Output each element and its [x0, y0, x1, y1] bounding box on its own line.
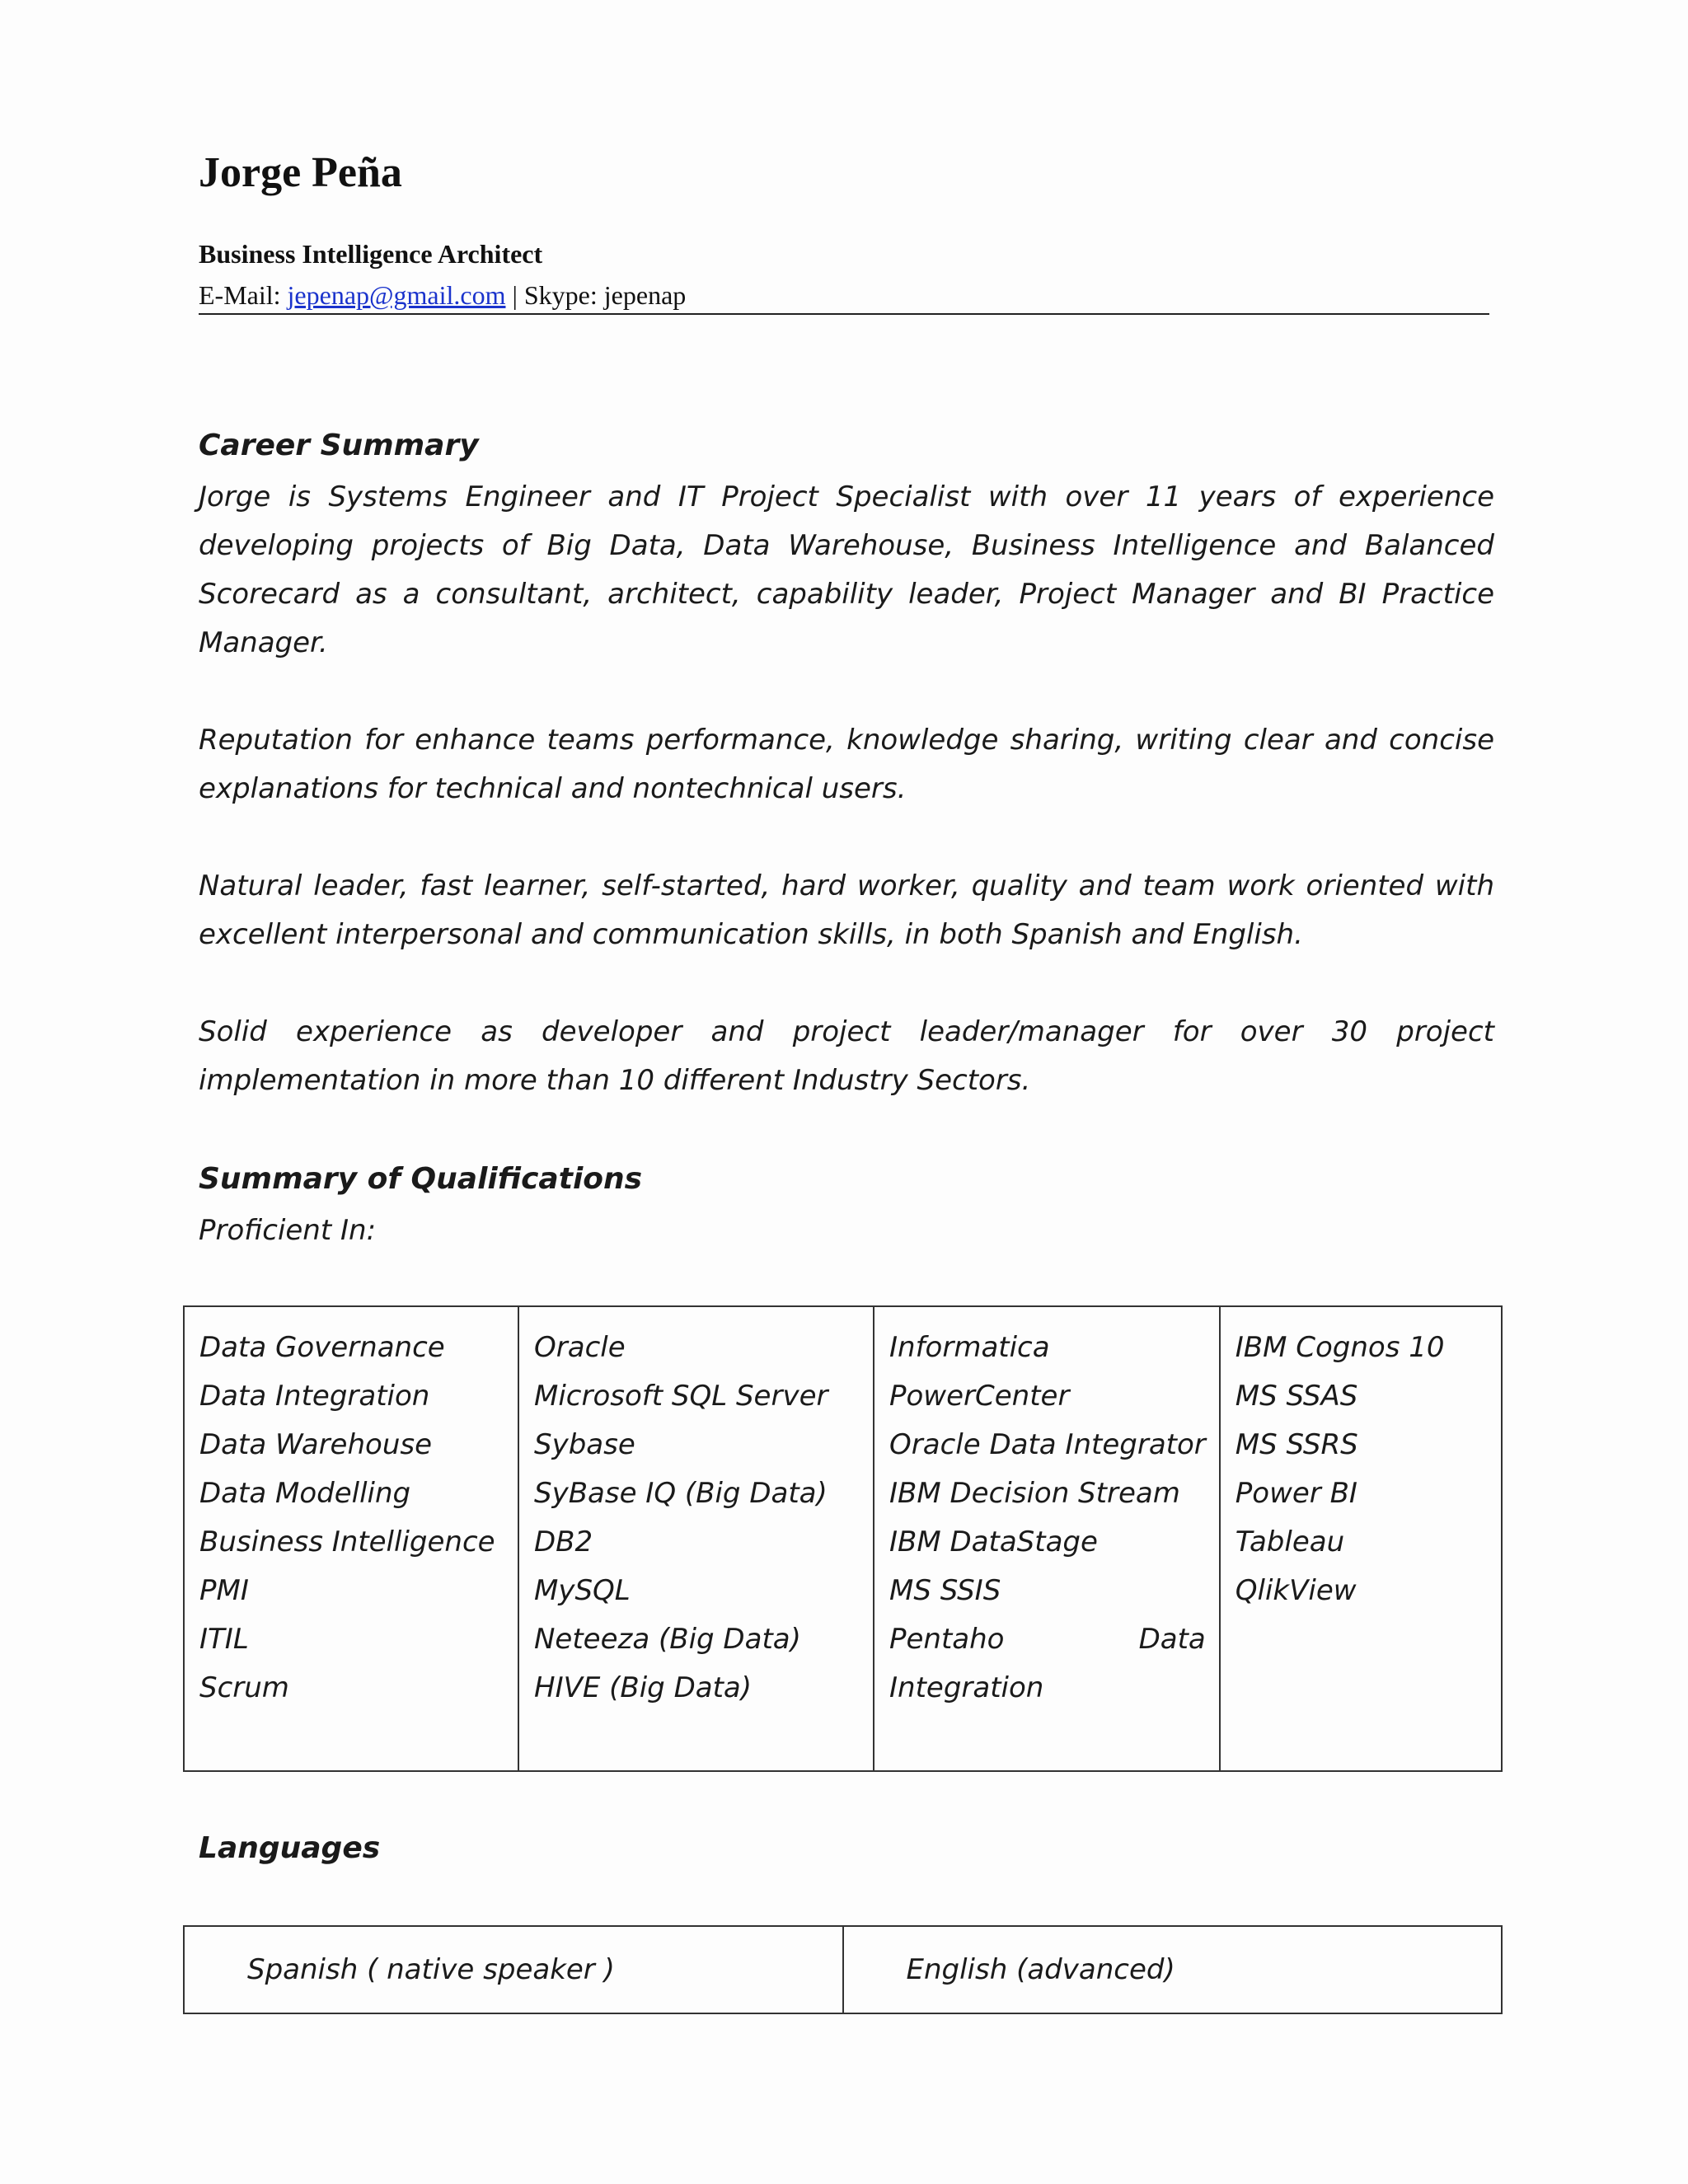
skills-column-reporting	[1220, 1306, 1502, 1771]
skill-item: MS SSIS	[889, 1574, 1001, 1607]
skill-item: Data Modelling	[199, 1477, 411, 1510]
skill-item: Power BI	[1235, 1477, 1357, 1510]
skills-column-databases	[518, 1306, 874, 1771]
skill-item: Business Intelligence	[199, 1526, 495, 1558]
career-paragraph: Solid experience as developer and project leader/manager for over 30 project implementation in more than 10 different Industry Sectors.	[199, 1015, 1494, 1097]
skill-item: PMI	[199, 1574, 249, 1607]
skill-item: Tableau	[1235, 1526, 1345, 1558]
career-paragraph: Natural leader, fast learner, self-started, hard worker, quality and team work oriented with excellent interpersonal and communication skills, in both Spanish and English.	[199, 869, 1494, 951]
languages-table	[183, 1925, 1503, 2014]
skill-item: Sybase	[534, 1428, 635, 1461]
skill-item: Microsoft SQL Server	[534, 1380, 828, 1413]
skill-item: PowerCenter	[889, 1380, 1070, 1413]
languages-heading: Languages	[199, 1831, 381, 1865]
skill-item: QlikView	[1235, 1574, 1357, 1607]
skill-item: MS SSAS	[1235, 1380, 1358, 1413]
contact-line	[199, 280, 1489, 315]
skill-item: MySQL	[534, 1574, 631, 1607]
skill-item: Data Warehouse	[199, 1428, 433, 1461]
skill-item-pentaho	[889, 1615, 1206, 1664]
skill-item: Integration	[889, 1671, 1044, 1704]
skill-item: IBM Cognos 10	[1235, 1331, 1445, 1364]
skill-item: IBM Decision Stream	[889, 1477, 1180, 1510]
skill-item: ITIL	[199, 1623, 249, 1656]
skill-item: Data Integration	[199, 1380, 430, 1413]
career-paragraph: Reputation for enhance teams performance, knowledge sharing, writing clear and concise explanations for technical and nontechnical users.	[199, 724, 1494, 805]
career-paragraph: Jorge is Systems Engineer and IT Project Specialist with over 11 years of experience developing projects of Big Data, Data Warehouse, Business Intelligence and Balanced Scorecard as a consultant, architect, capability leader, Project Manager and BI Practice Manager.	[199, 480, 1494, 659]
skill-word: Data	[1138, 1623, 1206, 1656]
email-link[interactable]: jepenap@gmail.com	[287, 280, 506, 310]
skype-text: | Skype: jepenap	[505, 280, 687, 310]
skills-column-etl	[874, 1306, 1220, 1771]
skill-item: Informatica	[889, 1331, 1050, 1364]
skill-word: Pentaho	[889, 1623, 1005, 1656]
skill-item: MS SSRS	[1235, 1428, 1358, 1461]
skill-item: Neteeza (Big Data)	[534, 1623, 801, 1656]
candidate-name: Jorge Peña	[199, 149, 402, 196]
email-label: E-Mail:	[199, 280, 288, 310]
skills-table	[183, 1305, 1503, 1772]
skill-item: Oracle Data Integrator	[889, 1428, 1206, 1461]
career-summary-heading: Career Summary	[199, 429, 479, 462]
skill-item: Oracle	[534, 1331, 626, 1364]
skill-item: Data Governance	[199, 1331, 445, 1364]
language-item: Spanish ( native speaker )	[184, 1926, 843, 2013]
skill-item: IBM DataStage	[889, 1526, 1098, 1558]
job-title: Business Intelligence Architect	[199, 239, 543, 269]
skill-item: SyBase IQ (Big Data)	[534, 1477, 828, 1510]
language-item: English (advanced)	[843, 1926, 1503, 2013]
proficient-intro: Proficient In:	[199, 1214, 377, 1247]
skill-item: HIVE (Big Data)	[534, 1671, 753, 1704]
qualifications-heading: Summary of Qualifications	[199, 1162, 643, 1196]
skill-item: DB2	[534, 1526, 593, 1558]
skills-column-methods	[184, 1306, 518, 1771]
skill-item: Scrum	[199, 1671, 289, 1704]
